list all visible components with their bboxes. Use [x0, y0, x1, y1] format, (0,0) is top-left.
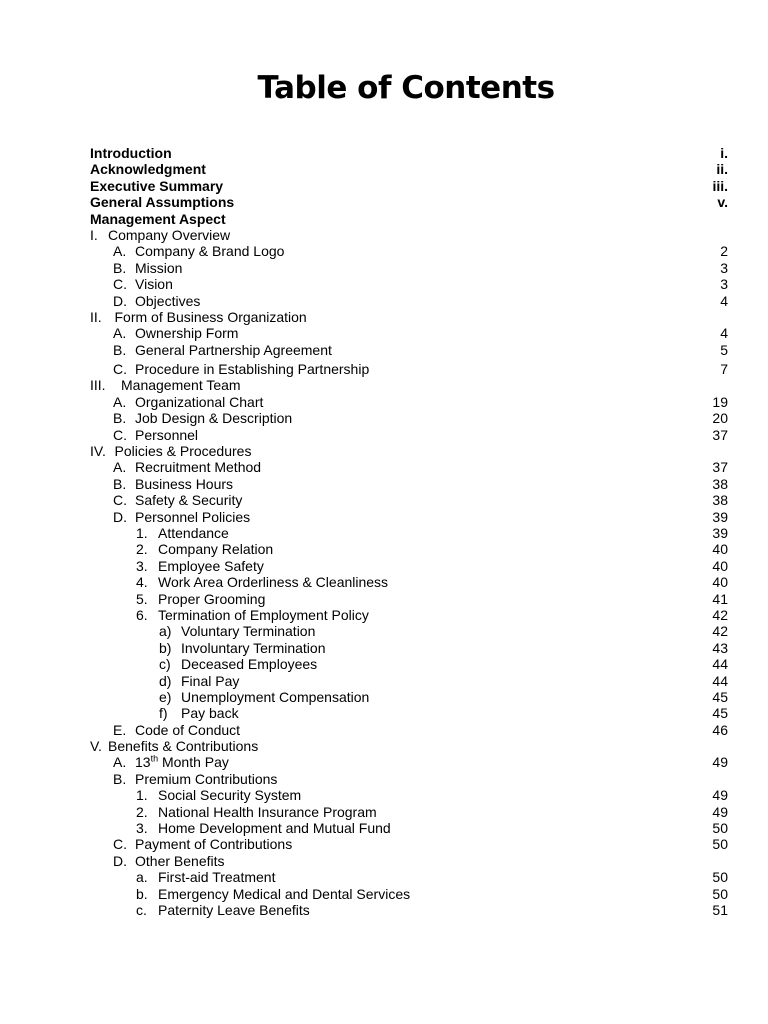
toc-entry-label: General Assumptions — [90, 194, 235, 211]
table-of-contents — [0, 145, 768, 918]
toc-entry-page: 41 — [712, 590, 728, 607]
toc-entry-label: Organizational Chart — [135, 393, 264, 410]
toc-entry-number: 1. — [136, 524, 148, 541]
toc-entry-label: Policies & Procedures — [114, 443, 252, 460]
toc-entry-page: 39 — [712, 524, 728, 541]
toc-entry-number: V. — [90, 738, 102, 755]
toc-entry — [0, 260, 768, 276]
toc-entry-page: 4 — [720, 292, 728, 309]
toc-entry — [0, 145, 768, 161]
toc-entry-label: Safety & Security — [135, 492, 243, 509]
toc-entry-label: Management Team — [121, 377, 241, 394]
toc-entry-number: b) — [159, 639, 172, 656]
toc-entry-number: D. — [113, 292, 127, 309]
toc-entry-page: 43 — [712, 639, 728, 656]
toc-entry-label: Acknowledgment — [90, 161, 206, 178]
toc-entry — [0, 394, 768, 410]
toc-entry-label: Voluntary Termination — [181, 623, 316, 640]
toc-entry — [0, 787, 768, 803]
toc-entry — [0, 541, 768, 557]
toc-entry-label: Home Development and Mutual Fund — [158, 820, 391, 837]
toc-entry — [0, 293, 768, 309]
toc-entry-label: Pay back — [181, 705, 239, 722]
toc-entry-number: 3. — [136, 557, 148, 574]
toc-entry-label: Ownership Form — [135, 325, 239, 342]
toc-entry-page: 3 — [720, 259, 728, 276]
toc-entry-number: B. — [113, 341, 127, 358]
toc-entry-page: 46 — [712, 721, 728, 738]
toc-entry-page: 4 — [720, 325, 728, 342]
toc-entry — [0, 836, 768, 852]
toc-entry-page: 44 — [712, 672, 728, 689]
toc-entry-page: 49 — [712, 803, 728, 820]
toc-entry-number: c) — [159, 656, 171, 673]
toc-entry — [0, 738, 768, 754]
toc-entry — [0, 243, 768, 259]
toc-entry — [0, 227, 768, 243]
toc-entry — [0, 211, 768, 227]
toc-entry — [0, 771, 768, 787]
toc-entry-number: 1. — [136, 787, 148, 804]
toc-entry-number: b. — [136, 885, 148, 902]
toc-entry-page: 40 — [712, 541, 728, 558]
toc-entry-page: 38 — [712, 475, 728, 492]
toc-entry-number: B. — [113, 410, 127, 427]
toc-entry-label: Objectives — [135, 292, 201, 309]
toc-entry-number: C. — [113, 276, 127, 293]
toc-entry — [0, 574, 768, 590]
toc-entry-label: Business Hours — [135, 475, 234, 492]
toc-entry-page: 38 — [712, 492, 728, 509]
toc-entry-label: Mission — [135, 259, 183, 276]
toc-entry-number: B. — [113, 259, 127, 276]
toc-entry — [0, 276, 768, 292]
toc-entry-page: 37 — [712, 459, 728, 476]
toc-entry-number: a) — [159, 623, 172, 640]
toc-entry-number: 6. — [136, 606, 148, 623]
toc-entry-label: Payment of Contributions — [135, 836, 293, 853]
toc-entry — [0, 673, 768, 689]
toc-entry-number: B. — [113, 475, 127, 492]
toc-entry — [0, 427, 768, 443]
toc-entry — [0, 705, 768, 721]
toc-entry-page: 51 — [712, 901, 728, 918]
toc-entry — [0, 902, 768, 918]
toc-entry-number: C. — [113, 426, 127, 443]
page-title: Table of Contents — [257, 70, 555, 106]
toc-entry-label: First-aid Treatment — [158, 869, 276, 886]
toc-entry-label: National Health Insurance Program — [158, 803, 377, 820]
toc-entry — [0, 342, 768, 358]
toc-entry-number: D. — [113, 852, 127, 869]
toc-entry — [0, 476, 768, 492]
toc-entry — [0, 689, 768, 705]
toc-entry-page: v. — [717, 194, 728, 211]
toc-entry-number: B. — [113, 770, 127, 787]
toc-entry-label: Proper Grooming — [158, 590, 266, 607]
toc-entry-page: 7 — [720, 361, 728, 378]
toc-entry-page: 39 — [712, 508, 728, 525]
toc-entry-page: 50 — [712, 820, 728, 837]
toc-entry-number: C. — [113, 361, 127, 378]
toc-entry-label: Code of Conduct — [135, 721, 241, 738]
toc-entry — [0, 869, 768, 885]
toc-entry-page: 3 — [720, 276, 728, 293]
toc-entry-page: 20 — [712, 410, 728, 427]
toc-entry-page: 42 — [712, 606, 728, 623]
toc-entry-number: A. — [113, 393, 127, 410]
toc-entry-label: Other Benefits — [135, 852, 225, 869]
toc-entry-number: A. — [113, 754, 127, 771]
toc-entry-number: I. — [90, 226, 98, 243]
toc-entry-label: Employee Safety — [158, 557, 264, 574]
toc-entry-page: 49 — [712, 787, 728, 804]
toc-entry-page: 45 — [712, 688, 728, 705]
toc-entry-page: 5 — [720, 341, 728, 358]
toc-entry-label: Paternity Leave Benefits — [158, 901, 310, 918]
toc-entry-number: e) — [159, 688, 172, 705]
toc-entry-number: II. — [90, 308, 102, 325]
toc-entry-label: Introduction — [90, 145, 172, 161]
toc-entry-number: A. — [113, 325, 127, 342]
toc-entry-page: 19 — [712, 393, 728, 410]
toc-entry — [0, 178, 768, 194]
toc-entry-page: 50 — [712, 869, 728, 886]
toc-entry-label: Vision — [135, 276, 173, 293]
toc-entry — [0, 886, 768, 902]
toc-entry-page: 40 — [712, 557, 728, 574]
toc-entry-label: Termination of Employment Policy — [158, 606, 369, 623]
toc-entry — [0, 623, 768, 639]
toc-entry — [0, 853, 768, 869]
toc-entry-label: Unemployment Compensation — [181, 688, 370, 705]
toc-entry — [0, 820, 768, 836]
toc-entry — [0, 754, 768, 770]
toc-entry-number: C. — [113, 836, 127, 853]
toc-entry — [0, 656, 768, 672]
toc-entry — [0, 640, 768, 656]
toc-entry — [0, 410, 768, 426]
toc-entry-page: 49 — [712, 754, 728, 771]
toc-entry-label: Final Pay — [181, 672, 240, 689]
toc-entry-label: Recruitment Method — [135, 459, 262, 476]
toc-entry — [0, 591, 768, 607]
toc-entry — [0, 377, 768, 393]
toc-entry — [0, 161, 768, 177]
toc-entry-page: 37 — [712, 426, 728, 443]
toc-entry-number: 2. — [136, 803, 148, 820]
toc-entry-number: A. — [113, 459, 127, 476]
toc-entry-label: Personnel Policies — [135, 508, 251, 525]
toc-entry — [0, 459, 768, 475]
toc-entry-label: Involuntary Termination — [181, 639, 326, 656]
toc-entry-page: 50 — [712, 885, 728, 902]
toc-entry-number: 4. — [136, 574, 148, 591]
toc-entry-label: Management Aspect — [90, 210, 226, 227]
toc-entry-label: Benefits & Contributions — [108, 738, 259, 755]
toc-entry-label: Emergency Medical and Dental Services — [158, 885, 411, 902]
toc-entry-page: ii. — [716, 161, 728, 178]
toc-entry-label: Deceased Employees — [181, 656, 318, 673]
toc-entry-number: d) — [159, 672, 172, 689]
toc-entry — [0, 492, 768, 508]
toc-entry — [0, 722, 768, 738]
toc-entry — [0, 607, 768, 623]
toc-entry — [0, 509, 768, 525]
toc-entry-number: 5. — [136, 590, 148, 607]
toc-entry-label: Form of Business Organization — [114, 308, 307, 325]
toc-entry-page: 2 — [720, 243, 728, 260]
toc-entry-label: Premium Contributions — [135, 770, 278, 787]
toc-entry-label: Attendance — [158, 524, 229, 541]
toc-entry-label: Company & Brand Logo — [135, 243, 285, 260]
toc-entry-page: i. — [720, 145, 728, 161]
toc-entry — [0, 325, 768, 341]
toc-entry-label: General Partnership Agreement — [135, 341, 332, 358]
toc-entry-page: 44 — [712, 656, 728, 673]
toc-entry-label: Procedure in Establishing Partnership — [135, 361, 370, 378]
toc-entry-page: iii. — [712, 177, 728, 194]
toc-entry-label: Company Overview — [108, 226, 231, 243]
toc-entry-label: Job Design & Description — [135, 410, 293, 427]
toc-entry-label: Executive Summary — [90, 177, 224, 194]
toc-entry-label: Company Relation — [158, 541, 274, 558]
toc-entry-number: IV. — [90, 443, 106, 460]
toc-entry-label: Social Security System — [158, 787, 302, 804]
toc-entry-number: a. — [136, 869, 148, 886]
toc-entry — [0, 194, 768, 210]
toc-entry — [0, 309, 768, 325]
toc-entry-number: E. — [113, 721, 127, 738]
toc-entry-number: c. — [136, 901, 147, 918]
toc-entry — [0, 804, 768, 820]
toc-entry-number: III. — [90, 377, 106, 394]
toc-entry-number: 2. — [136, 541, 148, 558]
toc-entry-page: 40 — [712, 574, 728, 591]
toc-entry-label: 13th Month Pay — [135, 753, 229, 771]
toc-entry-page: 45 — [712, 705, 728, 722]
toc-entry-page: 42 — [712, 623, 728, 640]
toc-entry — [0, 525, 768, 541]
toc-entry-number: C. — [113, 492, 127, 509]
toc-entry-number: 3. — [136, 820, 148, 837]
toc-entry — [0, 558, 768, 574]
toc-entry-number: A. — [113, 243, 127, 260]
toc-entry — [0, 443, 768, 459]
toc-entry-number: D. — [113, 508, 127, 525]
toc-entry-label: Personnel — [135, 426, 199, 443]
toc-entry-number: f) — [159, 705, 168, 722]
toc-entry-page: 50 — [712, 836, 728, 853]
toc-entry — [0, 361, 768, 377]
toc-entry-label: Work Area Orderliness & Cleanliness — [158, 574, 389, 591]
